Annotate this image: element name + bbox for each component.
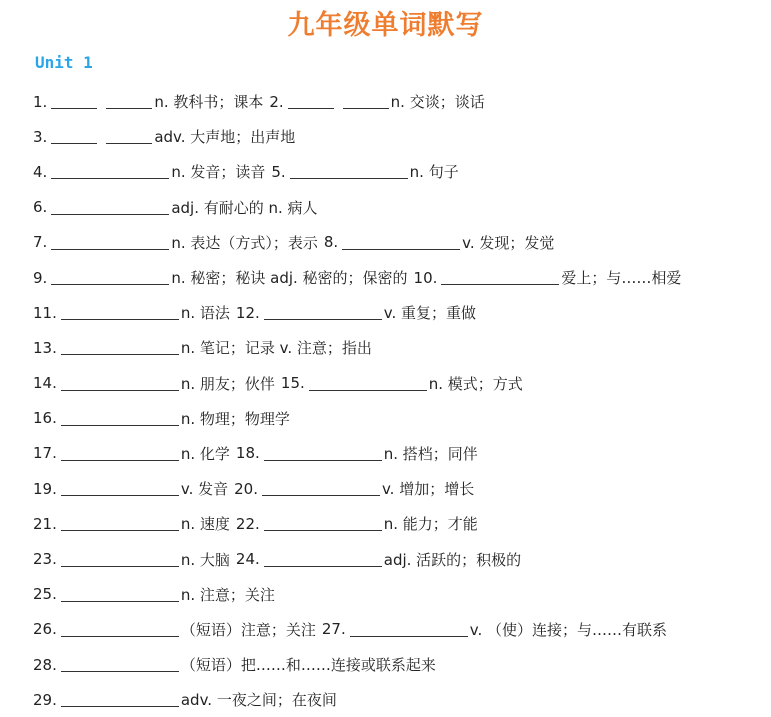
exercise-item bbox=[234, 478, 480, 499]
exercise-item bbox=[236, 443, 484, 464]
exercise-item bbox=[236, 302, 482, 323]
exercise-item bbox=[269, 91, 490, 112]
item-number: 2. bbox=[269, 92, 284, 111]
item-meaning: adv. 一夜之间；在夜间 bbox=[180, 691, 337, 710]
answer-blank[interactable] bbox=[106, 129, 152, 144]
answer-blank[interactable] bbox=[51, 270, 169, 285]
exercise-item bbox=[33, 337, 378, 358]
exercise-item bbox=[33, 161, 271, 182]
exercise-row bbox=[33, 436, 768, 471]
exercise-item bbox=[33, 619, 322, 640]
answer-blank[interactable] bbox=[61, 340, 179, 355]
exercise-item bbox=[33, 513, 236, 534]
item-meaning: adj. 活跃的；积极的 bbox=[383, 550, 522, 569]
answer-blank[interactable] bbox=[350, 622, 468, 637]
item-meaning: （短语）把……和……连接或联系起来 bbox=[180, 656, 436, 675]
item-meaning: v. 发音 bbox=[180, 480, 229, 499]
answer-blank[interactable] bbox=[342, 235, 460, 250]
item-number: 29. bbox=[33, 690, 57, 709]
exercise-item bbox=[236, 549, 527, 570]
exercise-row bbox=[33, 260, 768, 295]
item-number: 5. bbox=[271, 162, 286, 181]
answer-blank[interactable] bbox=[264, 552, 382, 567]
item-number: 10. bbox=[413, 268, 438, 287]
exercise-row bbox=[33, 295, 768, 330]
exercise-row bbox=[33, 225, 768, 260]
answer-blank[interactable] bbox=[61, 552, 179, 567]
item-number: 13. bbox=[33, 338, 57, 357]
item-meaning: n. 发音；读音 bbox=[171, 163, 266, 182]
answer-blank[interactable] bbox=[61, 481, 179, 496]
answer-blank[interactable] bbox=[264, 446, 382, 461]
exercise-row bbox=[33, 471, 768, 506]
exercise-row bbox=[33, 577, 768, 612]
item-number: 25. bbox=[33, 585, 57, 604]
item-number: 11. bbox=[33, 303, 57, 322]
item-number: 9. bbox=[33, 268, 48, 287]
exercise-item bbox=[33, 267, 414, 288]
item-number: 22. bbox=[235, 514, 260, 533]
exercise-item bbox=[33, 302, 236, 323]
answer-blank[interactable] bbox=[262, 481, 380, 496]
exercise-item bbox=[33, 584, 281, 605]
item-number: 3. bbox=[33, 127, 48, 146]
exercise-row bbox=[33, 84, 768, 119]
exercise-item bbox=[324, 232, 561, 253]
exercise-item bbox=[281, 373, 529, 394]
exercise-row bbox=[33, 506, 768, 541]
answer-blank[interactable] bbox=[51, 94, 97, 109]
exercise-item bbox=[33, 373, 281, 394]
item-number: 21. bbox=[33, 514, 57, 533]
item-number: 8. bbox=[323, 233, 339, 252]
answer-blank[interactable] bbox=[61, 692, 179, 707]
item-meaning: n. 秘密；秘诀 adj. 秘密的；保密的 bbox=[171, 269, 408, 288]
exercise-row bbox=[33, 401, 768, 436]
item-number: 4. bbox=[33, 162, 48, 181]
item-number: 16. bbox=[33, 409, 57, 428]
exercise-item bbox=[271, 161, 464, 182]
answer-blank[interactable] bbox=[441, 270, 559, 285]
item-number: 7. bbox=[33, 233, 48, 252]
exercise-item bbox=[33, 654, 442, 675]
answer-blank[interactable] bbox=[61, 305, 179, 320]
item-meaning: n. 笔记；记录 v. 注意；指出 bbox=[180, 339, 372, 358]
item-meaning: n. 速度 bbox=[180, 515, 230, 534]
item-meaning: adj. 有耐心的 n. 病人 bbox=[171, 198, 318, 217]
answer-blank[interactable] bbox=[343, 94, 389, 109]
exercise-item bbox=[236, 513, 484, 534]
item-meaning: n. 朋友；伙伴 bbox=[180, 374, 275, 393]
item-meaning: n. 教科书；课本 bbox=[154, 93, 264, 112]
exercise-item bbox=[33, 478, 234, 499]
item-meaning: n. 交谈；谈话 bbox=[390, 93, 485, 112]
answer-blank[interactable] bbox=[309, 376, 427, 391]
exercise-item bbox=[33, 549, 236, 570]
item-number: 27. bbox=[321, 620, 346, 639]
item-meaning: n. 模式；方式 bbox=[428, 374, 523, 393]
unit-heading: Unit 1 bbox=[35, 53, 93, 72]
answer-blank[interactable] bbox=[61, 657, 179, 672]
exercise-item bbox=[33, 91, 269, 112]
item-number: 18. bbox=[235, 444, 260, 463]
item-meaning: n. 注意；关注 bbox=[180, 585, 275, 604]
answer-blank[interactable] bbox=[61, 446, 179, 461]
exercise-row bbox=[33, 119, 768, 154]
item-meaning: n. 物理；物理学 bbox=[180, 409, 290, 428]
exercise-row bbox=[33, 682, 768, 717]
exercise-item bbox=[33, 689, 343, 710]
exercise-item bbox=[33, 443, 236, 464]
item-meaning: n. 语法 bbox=[180, 304, 230, 323]
exercise-row bbox=[33, 190, 768, 225]
item-meaning: v. 发现；发觉 bbox=[462, 233, 555, 252]
answer-blank[interactable] bbox=[61, 622, 179, 637]
exercise-item bbox=[33, 197, 324, 218]
item-number: 1. bbox=[33, 92, 48, 111]
exercise-row bbox=[33, 154, 768, 189]
answer-blank[interactable] bbox=[51, 200, 169, 215]
item-number: 24. bbox=[235, 550, 260, 569]
worksheet-title: 九年级单词默写 bbox=[287, 10, 484, 41]
item-meaning: n. 搭档；同伴 bbox=[383, 444, 478, 463]
item-number: 15. bbox=[280, 374, 305, 393]
answer-blank[interactable] bbox=[61, 376, 179, 391]
item-meaning: n. 大脑 bbox=[180, 550, 230, 569]
answer-blank[interactable] bbox=[51, 235, 169, 250]
item-meaning: v. （使）连接；与……有联系 bbox=[469, 620, 667, 639]
exercise-item bbox=[33, 126, 301, 147]
exercise-row bbox=[33, 330, 768, 365]
exercise-item bbox=[33, 232, 324, 253]
answer-blank[interactable] bbox=[51, 129, 97, 144]
answer-blank[interactable] bbox=[61, 411, 179, 426]
exercise-row bbox=[33, 541, 768, 576]
item-meaning: n. 化学 bbox=[180, 444, 230, 463]
item-meaning: n. 表达（方式）；表示 bbox=[171, 233, 318, 252]
item-number: 19. bbox=[33, 479, 57, 498]
item-number: 17. bbox=[33, 444, 57, 463]
exercise-row bbox=[33, 647, 768, 682]
answer-blank[interactable] bbox=[106, 94, 152, 109]
item-meaning: 爱上；与……相爱 bbox=[561, 269, 682, 288]
exercise-row bbox=[33, 366, 768, 401]
item-number: 6. bbox=[33, 198, 48, 217]
item-number: 14. bbox=[33, 374, 57, 393]
item-meaning: （短语）注意；关注 bbox=[180, 620, 316, 639]
item-meaning: adv. 大声地；出声地 bbox=[154, 128, 296, 147]
item-number: 20. bbox=[234, 479, 258, 498]
vocabulary-exercise bbox=[33, 84, 768, 717]
answer-blank[interactable] bbox=[264, 305, 382, 320]
item-number: 23. bbox=[33, 550, 57, 569]
item-number: 26. bbox=[33, 620, 57, 639]
answer-blank[interactable] bbox=[264, 516, 382, 531]
exercise-row bbox=[33, 612, 768, 647]
item-number: 28. bbox=[33, 655, 57, 674]
exercise-item bbox=[414, 267, 688, 288]
exercise-item bbox=[33, 408, 296, 429]
item-meaning: v. 增加；增长 bbox=[381, 480, 475, 499]
answer-blank[interactable] bbox=[288, 94, 334, 109]
item-meaning: v. 重复；重做 bbox=[383, 304, 477, 323]
item-number: 12. bbox=[235, 303, 260, 322]
exercise-item bbox=[322, 619, 673, 640]
item-meaning: n. 能力；才能 bbox=[383, 515, 478, 534]
item-meaning: n. 句子 bbox=[409, 163, 459, 182]
answer-blank[interactable] bbox=[290, 164, 408, 179]
answer-blank[interactable] bbox=[61, 516, 179, 531]
answer-blank[interactable] bbox=[61, 587, 179, 602]
answer-blank[interactable] bbox=[51, 164, 169, 179]
